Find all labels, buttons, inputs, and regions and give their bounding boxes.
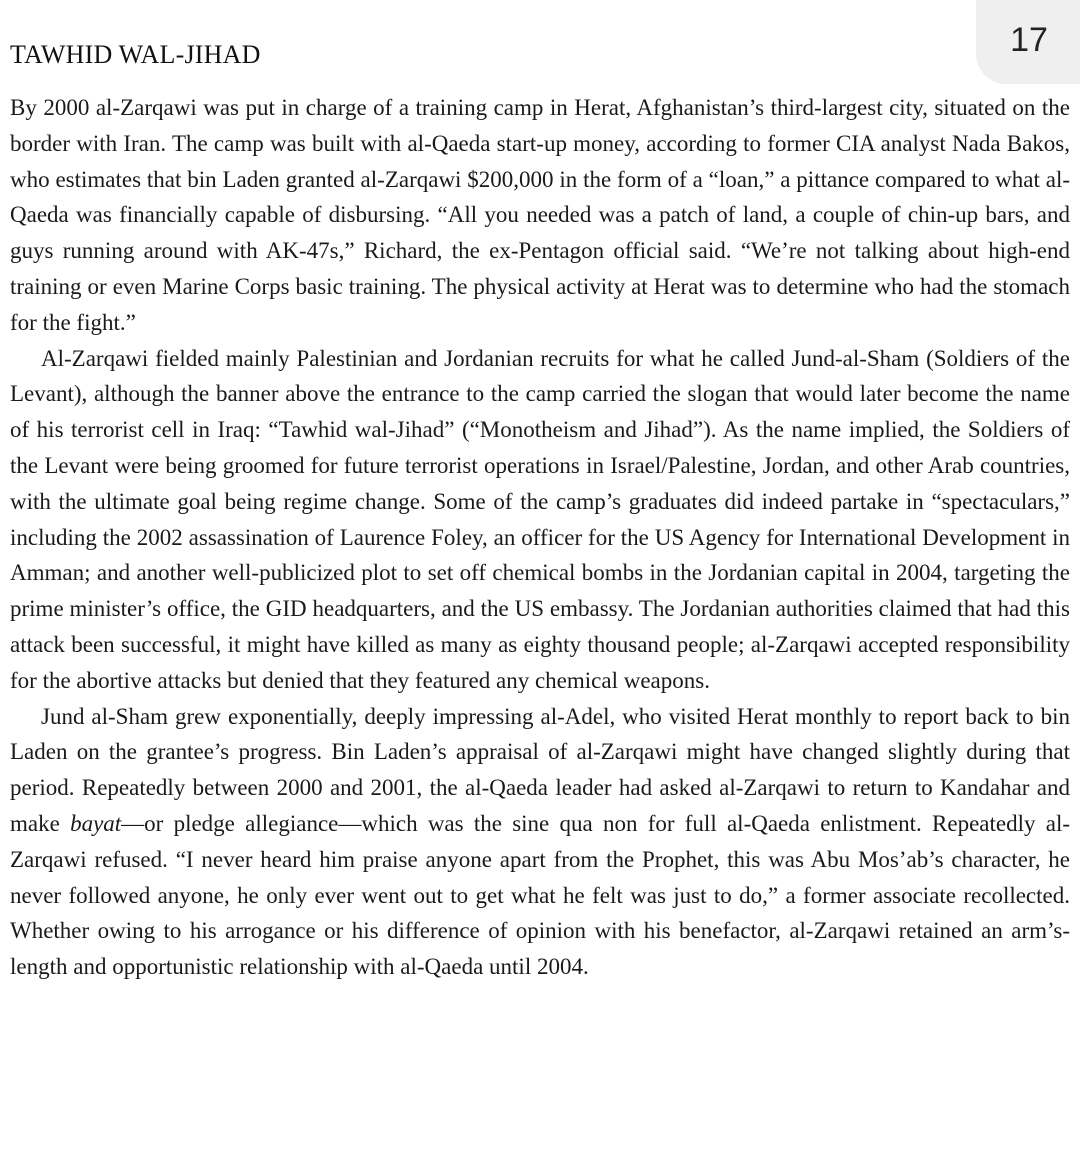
page-number: 17: [1010, 20, 1048, 59]
paragraph-3: [10, 699, 1070, 985]
paragraph-2: Al-Zarqawi fielded mainly Palestinian and Jordanian recruits for what he called Jund-al-Sham (Soldiers of the Levant), although the banner above the entrance to the camp carried the slogan that would later become the name of his terrorist cell in Iraq: “Tawhid wal-Jihad” (“Monotheism and Jihad”). As the name implied, the Soldiers of the Levant were being groomed for future terrorist operations in Israel/Palestine, Jordan, and other Arab countries, with the ultimate goal being regime change. Some of the camp’s graduates did indeed partake in “spectaculars,” including the 2002 assassination of Laurence Foley, an officer for the US Agency for International Development in Amman; and another well-publicized plot to set off chemical bombs in the Jordanian capital in 2004, targeting the prime minister’s office, the GID headquarters, and the US embassy. The Jordanian authorities claimed that had this attack been successful, it might have killed as many as eighty thousand people; al-Zarqawi accepted responsibility for the abortive attacks but denied that they featured any chemical weapons.: [10, 345, 1070, 693]
paragraph-3-text-before: Jund al-Sham grew exponentially, deeply impressing al-Adel, who visited Herat monthly to report back to bin Laden on the grantee’s progress. Bin Laden’s appraisal of al-Zarqawi might have changed slightly during that period. Repeatedly between 2000 and 2001, the al-Qaeda leader had asked al-Zarqawi to return to Kandahar and make: [10, 703, 1070, 836]
paragraph-1: By 2000 al-Zarqawi was put in charge of a training camp in Herat, Afghanistan’s third-largest city, situated on the border with Iran. The camp was built with al-Qaeda start-up money, according to former CIA analyst Nada Bakos, who estimates that bin Laden granted al-Zarqawi $200,000 in the form of a “loan,” a pittance compared to what al-Qaeda was financially capable of disbursing. “All you needed was a patch of land, a couple of chin-up bars, and guys running around with AK-47s,” Richard, the ex-Pentagon official said. “We’re not talking about high-end training or even Marine Corps basic training. The physical activity at Herat was to determine who had the stomach for the fight.”: [10, 95, 1070, 335]
running-head: TAWHID WAL-JIHAD: [10, 40, 261, 69]
page-number-badge: [976, 0, 1080, 84]
italic-term-bayat: bayat: [70, 810, 122, 836]
body-text: [10, 90, 1070, 985]
paragraph-3-text-after: —or pledge allegiance—which was the sine qua non for full al-Qaeda enlistment. Repeatedly al-Zarqawi refused. “I never heard him praise anyone apart from the Prophet, this was Abu Mos’ab’s character, he never followed anyone, he only ever went out to get what he felt was just to do,” a former associate recollected. Whether owing to his arrogance or his difference of opinion with his benefactor, al-Zarqawi retained an arm’s-length and opportunistic relationship with al-Qaeda until 2004.: [10, 810, 1070, 980]
